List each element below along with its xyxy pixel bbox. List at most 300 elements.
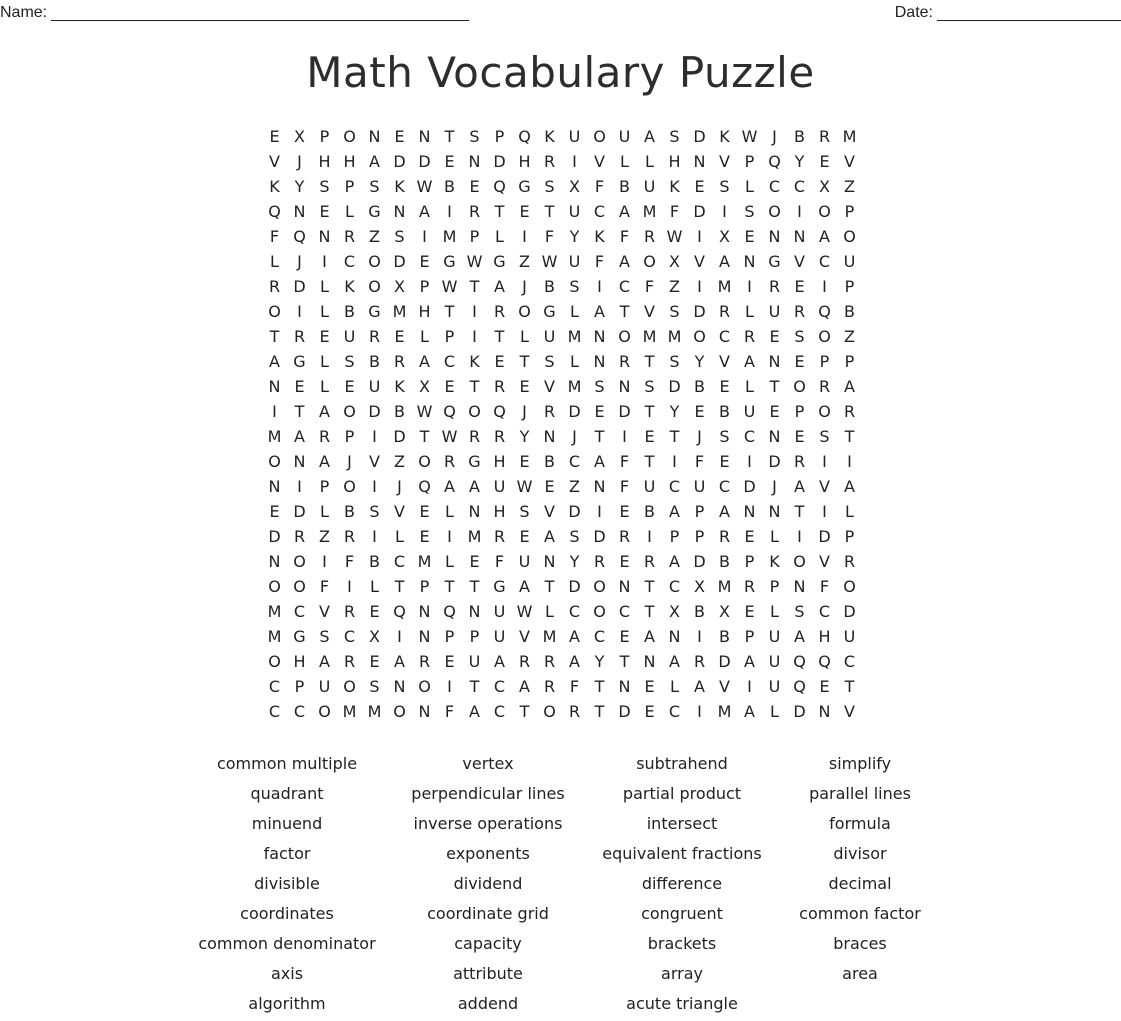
grid-letter[interactable]: H [668, 152, 681, 171]
grid-letter[interactable]: C [768, 177, 781, 196]
grid-letter[interactable]: D [843, 602, 856, 621]
grid-letter[interactable]: Y [519, 427, 530, 446]
grid-letter[interactable]: R [268, 277, 281, 296]
grid-letter[interactable]: S [344, 352, 355, 371]
grid-letter[interactable]: M [642, 327, 657, 346]
grid-letter[interactable]: N [593, 477, 606, 496]
grid-letter[interactable]: M [267, 427, 282, 446]
grid-letter[interactable]: G [493, 577, 506, 596]
grid-letter[interactable]: E [619, 502, 630, 521]
grid-letter[interactable]: K [594, 227, 605, 246]
grid-letter[interactable]: E [819, 152, 830, 171]
grid-letter[interactable]: J [522, 402, 527, 421]
grid-letter[interactable]: U [768, 302, 781, 321]
grid-letter[interactable]: S [394, 227, 405, 246]
grid-letter[interactable]: C [618, 602, 631, 621]
grid-letter[interactable]: J [772, 127, 777, 146]
grid-letter[interactable]: I [472, 302, 477, 321]
grid-letter[interactable]: D [693, 202, 706, 221]
grid-letter[interactable]: D [393, 152, 406, 171]
grid-letter[interactable]: Q [418, 477, 431, 496]
grid-letter[interactable]: I [822, 277, 827, 296]
grid-letter[interactable]: F [619, 477, 630, 496]
grid-letter[interactable]: C [668, 477, 681, 496]
grid-letter[interactable]: O [593, 602, 606, 621]
grid-letter[interactable]: W [666, 227, 683, 246]
grid-letter[interactable]: E [369, 602, 380, 621]
grid-letter[interactable]: N [418, 602, 431, 621]
grid-letter[interactable]: S [369, 177, 380, 196]
grid-letter[interactable]: L [320, 377, 329, 396]
grid-letter[interactable]: V [844, 152, 855, 171]
grid-letter[interactable]: R [543, 652, 556, 671]
grid-letter[interactable]: E [719, 377, 730, 396]
grid-letter[interactable]: I [522, 227, 527, 246]
grid-letter[interactable]: M [442, 227, 457, 246]
grid-letter[interactable]: O [343, 127, 356, 146]
grid-letter[interactable]: X [719, 602, 730, 621]
grid-letter[interactable]: R [393, 352, 406, 371]
grid-letter[interactable]: T [644, 602, 655, 621]
grid-letter[interactable]: Z [844, 327, 855, 346]
grid-letter[interactable]: T [594, 677, 605, 696]
grid-letter[interactable]: Z [519, 252, 530, 271]
grid-letter[interactable]: I [272, 402, 277, 421]
grid-letter[interactable]: N [793, 577, 806, 596]
grid-letter[interactable]: E [419, 502, 430, 521]
grid-letter[interactable]: T [669, 427, 680, 446]
grid-letter[interactable]: M [717, 277, 732, 296]
grid-letter[interactable]: P [844, 277, 855, 296]
grid-letter[interactable]: L [745, 302, 754, 321]
grid-letter[interactable]: N [818, 702, 831, 721]
grid-letter[interactable]: B [344, 502, 355, 521]
grid-letter[interactable]: B [444, 177, 455, 196]
grid-letter[interactable]: C [668, 577, 681, 596]
grid-letter[interactable]: D [293, 277, 306, 296]
grid-letter[interactable]: T [444, 127, 455, 146]
grid-letter[interactable]: T [419, 427, 430, 446]
grid-letter[interactable]: R [843, 552, 856, 571]
grid-letter[interactable]: N [318, 227, 331, 246]
grid-letter[interactable]: Y [794, 152, 805, 171]
grid-letter[interactable]: G [493, 252, 506, 271]
grid-letter[interactable]: S [369, 502, 380, 521]
grid-letter[interactable]: O [693, 327, 706, 346]
grid-letter[interactable]: Q [493, 177, 506, 196]
grid-letter[interactable]: M [417, 552, 432, 571]
grid-letter[interactable]: R [743, 327, 756, 346]
grid-letter[interactable]: R [593, 552, 606, 571]
grid-letter[interactable]: S [719, 177, 730, 196]
grid-letter[interactable]: R [493, 377, 506, 396]
grid-letter[interactable]: N [418, 127, 431, 146]
grid-letter[interactable]: O [268, 302, 281, 321]
grid-letter[interactable]: D [268, 527, 281, 546]
grid-letter[interactable]: L [745, 177, 754, 196]
grid-letter[interactable]: S [319, 177, 330, 196]
grid-letter[interactable]: S [669, 302, 680, 321]
grid-letter[interactable]: E [819, 677, 830, 696]
grid-letter[interactable]: Y [569, 227, 580, 246]
grid-letter[interactable]: A [669, 502, 680, 521]
grid-letter[interactable]: R [343, 652, 356, 671]
grid-letter[interactable]: I [322, 552, 327, 571]
grid-letter[interactable]: A [394, 652, 405, 671]
grid-letter[interactable]: T [294, 402, 305, 421]
grid-letter[interactable]: H [318, 152, 331, 171]
grid-letter[interactable]: W [516, 477, 533, 496]
grid-letter[interactable]: U [343, 327, 356, 346]
grid-letter[interactable]: N [468, 152, 481, 171]
grid-letter[interactable]: B [344, 302, 355, 321]
grid-letter[interactable]: G [293, 352, 306, 371]
grid-letter[interactable]: E [319, 202, 330, 221]
grid-letter[interactable]: C [593, 202, 606, 221]
grid-letter[interactable]: J [347, 452, 352, 471]
grid-letter[interactable]: T [794, 502, 805, 521]
grid-letter[interactable]: P [469, 627, 480, 646]
grid-letter[interactable]: Z [669, 277, 680, 296]
grid-letter[interactable]: D [593, 527, 606, 546]
grid-letter[interactable]: T [594, 427, 605, 446]
grid-letter[interactable]: N [618, 377, 631, 396]
grid-letter[interactable]: A [519, 577, 530, 596]
grid-letter[interactable]: B [719, 552, 730, 571]
grid-letter[interactable]: I [447, 677, 452, 696]
grid-letter[interactable]: W [741, 127, 758, 146]
grid-letter[interactable]: X [669, 252, 680, 271]
grid-letter[interactable]: S [369, 677, 380, 696]
grid-letter[interactable]: I [647, 527, 652, 546]
grid-letter[interactable]: K [344, 277, 355, 296]
grid-letter[interactable]: K [669, 177, 680, 196]
grid-letter[interactable]: N [768, 427, 781, 446]
grid-letter[interactable]: M [267, 602, 282, 621]
grid-letter[interactable]: Y [294, 177, 305, 196]
grid-letter[interactable]: E [519, 202, 530, 221]
grid-letter[interactable]: M [717, 702, 732, 721]
grid-letter[interactable]: V [319, 602, 330, 621]
grid-letter[interactable]: M [842, 127, 857, 146]
grid-letter[interactable]: L [770, 527, 779, 546]
grid-letter[interactable]: G [443, 252, 456, 271]
grid-letter[interactable]: R [293, 527, 306, 546]
grid-letter[interactable]: I [622, 427, 627, 446]
grid-letter[interactable]: D [693, 552, 706, 571]
grid-letter[interactable]: R [493, 302, 506, 321]
grid-letter[interactable]: V [369, 452, 380, 471]
grid-letter[interactable]: O [343, 402, 356, 421]
grid-letter[interactable]: N [593, 352, 606, 371]
grid-letter[interactable]: A [719, 252, 730, 271]
grid-letter[interactable]: L [645, 152, 654, 171]
grid-letter[interactable]: Q [493, 402, 506, 421]
grid-letter[interactable]: D [768, 452, 781, 471]
grid-letter[interactable]: M [567, 327, 582, 346]
grid-letter[interactable]: T [269, 327, 280, 346]
grid-letter[interactable]: B [694, 377, 705, 396]
grid-letter[interactable]: R [718, 302, 731, 321]
grid-letter[interactable]: F [494, 552, 505, 571]
grid-letter[interactable]: R [543, 152, 556, 171]
grid-letter[interactable]: I [422, 227, 427, 246]
grid-letter[interactable]: C [818, 252, 831, 271]
grid-letter[interactable]: C [743, 427, 756, 446]
grid-letter[interactable]: D [693, 127, 706, 146]
grid-letter[interactable]: H [493, 452, 506, 471]
grid-letter[interactable]: I [697, 277, 702, 296]
grid-letter[interactable]: C [343, 252, 356, 271]
grid-letter[interactable]: R [493, 427, 506, 446]
grid-letter[interactable]: P [844, 352, 855, 371]
grid-letter[interactable]: O [418, 452, 431, 471]
grid-letter[interactable]: C [443, 352, 456, 371]
grid-letter[interactable]: G [518, 177, 531, 196]
grid-letter[interactable]: P [844, 202, 855, 221]
grid-letter[interactable]: D [568, 502, 581, 521]
grid-letter[interactable]: S [669, 352, 680, 371]
grid-letter[interactable]: T [494, 327, 505, 346]
grid-letter[interactable]: Y [694, 352, 705, 371]
grid-letter[interactable]: E [769, 327, 780, 346]
grid-letter[interactable]: A [844, 477, 855, 496]
grid-letter[interactable]: T [519, 352, 530, 371]
grid-letter[interactable]: V [544, 377, 555, 396]
grid-letter[interactable]: P [744, 152, 755, 171]
grid-letter[interactable]: I [297, 477, 302, 496]
grid-letter[interactable]: T [594, 702, 605, 721]
grid-letter[interactable]: F [569, 677, 580, 696]
grid-letter[interactable]: S [319, 627, 330, 646]
grid-letter[interactable]: A [469, 477, 480, 496]
grid-letter[interactable]: X [369, 627, 380, 646]
grid-letter[interactable]: J [297, 252, 302, 271]
grid-letter[interactable]: F [269, 227, 280, 246]
grid-letter[interactable]: E [269, 502, 280, 521]
grid-letter[interactable]: O [293, 552, 306, 571]
grid-letter[interactable]: S [744, 202, 755, 221]
grid-letter[interactable]: B [394, 402, 405, 421]
grid-letter[interactable]: R [418, 652, 431, 671]
grid-letter[interactable]: T [469, 677, 480, 696]
grid-letter[interactable]: I [822, 502, 827, 521]
grid-letter[interactable]: A [319, 452, 330, 471]
grid-letter[interactable]: I [847, 452, 852, 471]
grid-letter[interactable]: A [594, 452, 605, 471]
grid-letter[interactable]: H [518, 152, 531, 171]
grid-letter[interactable]: N [593, 327, 606, 346]
grid-letter[interactable]: B [719, 627, 730, 646]
grid-letter[interactable]: I [372, 527, 377, 546]
grid-letter[interactable]: N [418, 702, 431, 721]
grid-letter[interactable]: V [819, 477, 830, 496]
grid-letter[interactable]: I [747, 452, 752, 471]
grid-letter[interactable]: U [318, 677, 331, 696]
grid-letter[interactable]: N [643, 652, 656, 671]
grid-letter[interactable]: R [818, 377, 831, 396]
grid-letter[interactable]: Z [319, 527, 330, 546]
grid-letter[interactable]: Q [443, 602, 456, 621]
grid-letter[interactable]: V [844, 702, 855, 721]
grid-letter[interactable]: O [368, 277, 381, 296]
grid-letter[interactable]: Q [768, 152, 781, 171]
grid-letter[interactable]: U [643, 177, 656, 196]
grid-letter[interactable]: S [469, 127, 480, 146]
grid-letter[interactable]: O [818, 202, 831, 221]
name-blank-line[interactable] [51, 4, 469, 21]
grid-letter[interactable]: Q [393, 602, 406, 621]
grid-letter[interactable]: I [447, 527, 452, 546]
grid-letter[interactable]: O [593, 577, 606, 596]
grid-letter[interactable]: S [544, 352, 555, 371]
grid-letter[interactable]: K [544, 127, 555, 146]
grid-letter[interactable]: F [619, 227, 630, 246]
grid-letter[interactable]: N [743, 502, 756, 521]
grid-letter[interactable]: L [320, 277, 329, 296]
grid-letter[interactable]: N [468, 502, 481, 521]
grid-letter[interactable]: A [419, 202, 430, 221]
grid-letter[interactable]: P [844, 527, 855, 546]
grid-letter[interactable]: D [368, 402, 381, 421]
grid-letter[interactable]: B [644, 502, 655, 521]
grid-letter[interactable]: Y [569, 552, 580, 571]
grid-letter[interactable]: T [394, 577, 405, 596]
grid-letter[interactable]: U [368, 377, 381, 396]
grid-letter[interactable]: Q [818, 302, 831, 321]
grid-letter[interactable]: W [516, 602, 533, 621]
grid-letter[interactable]: D [393, 427, 406, 446]
grid-letter[interactable]: T [619, 302, 630, 321]
grid-letter[interactable]: L [445, 552, 454, 571]
grid-letter[interactable]: V [819, 552, 830, 571]
grid-letter[interactable]: E [719, 452, 730, 471]
grid-letter[interactable]: F [644, 277, 655, 296]
grid-letter[interactable]: J [297, 152, 302, 171]
grid-letter[interactable]: I [322, 252, 327, 271]
grid-letter[interactable]: A [494, 652, 505, 671]
grid-letter[interactable]: Z [844, 177, 855, 196]
grid-letter[interactable]: L [320, 502, 329, 521]
grid-letter[interactable]: A [594, 302, 605, 321]
grid-letter[interactable]: P [794, 402, 805, 421]
grid-letter[interactable]: E [794, 427, 805, 446]
grid-letter[interactable]: F [594, 252, 605, 271]
grid-letter[interactable]: C [718, 327, 731, 346]
grid-letter[interactable]: K [394, 377, 405, 396]
grid-letter[interactable]: F [594, 177, 605, 196]
grid-letter[interactable]: R [568, 702, 581, 721]
grid-letter[interactable]: T [844, 677, 855, 696]
grid-letter[interactable]: A [269, 352, 280, 371]
grid-letter[interactable]: R [343, 227, 356, 246]
grid-letter[interactable]: O [418, 677, 431, 696]
grid-letter[interactable]: V [594, 152, 605, 171]
grid-letter[interactable]: U [843, 252, 856, 271]
grid-letter[interactable]: L [270, 252, 279, 271]
grid-letter[interactable]: E [694, 177, 705, 196]
grid-letter[interactable]: D [418, 152, 431, 171]
grid-letter[interactable]: H [293, 652, 306, 671]
grid-letter[interactable]: K [719, 127, 730, 146]
grid-letter[interactable]: B [844, 302, 855, 321]
grid-letter[interactable]: M [642, 202, 657, 221]
grid-letter[interactable]: I [797, 202, 802, 221]
grid-letter[interactable]: M [467, 527, 482, 546]
grid-letter[interactable]: M [717, 577, 732, 596]
grid-letter[interactable]: R [443, 452, 456, 471]
grid-letter[interactable]: F [544, 227, 555, 246]
grid-letter[interactable]: I [747, 677, 752, 696]
grid-letter[interactable]: D [793, 702, 806, 721]
grid-letter[interactable]: S [544, 177, 555, 196]
grid-letter[interactable]: R [718, 527, 731, 546]
grid-letter[interactable]: M [342, 702, 357, 721]
grid-letter[interactable]: E [519, 377, 530, 396]
grid-letter[interactable]: I [447, 202, 452, 221]
grid-letter[interactable]: E [294, 377, 305, 396]
grid-letter[interactable]: J [522, 277, 527, 296]
grid-letter[interactable]: S [644, 377, 655, 396]
grid-letter[interactable]: L [570, 302, 579, 321]
grid-letter[interactable]: D [493, 152, 506, 171]
grid-letter[interactable]: N [743, 252, 756, 271]
grid-letter[interactable]: I [372, 427, 377, 446]
grid-letter[interactable]: W [441, 427, 458, 446]
grid-letter[interactable]: R [343, 527, 356, 546]
grid-letter[interactable]: O [818, 402, 831, 421]
grid-letter[interactable]: D [718, 652, 731, 671]
grid-letter[interactable]: E [519, 527, 530, 546]
grid-letter[interactable]: Q [793, 652, 806, 671]
grid-letter[interactable]: R [368, 327, 381, 346]
grid-letter[interactable]: E [444, 152, 455, 171]
grid-letter[interactable]: L [420, 327, 429, 346]
grid-letter[interactable]: N [268, 477, 281, 496]
grid-letter[interactable]: U [618, 127, 631, 146]
grid-letter[interactable]: V [794, 252, 805, 271]
grid-letter[interactable]: O [818, 327, 831, 346]
grid-letter[interactable]: P [294, 677, 305, 696]
grid-letter[interactable]: C [393, 552, 406, 571]
grid-letter[interactable]: A [619, 202, 630, 221]
grid-letter[interactable]: Q [443, 402, 456, 421]
grid-letter[interactable]: T [444, 302, 455, 321]
grid-letter[interactable]: V [719, 152, 730, 171]
grid-letter[interactable]: V [269, 152, 280, 171]
grid-letter[interactable]: T [469, 277, 480, 296]
grid-letter[interactable]: U [493, 602, 506, 621]
grid-letter[interactable]: O [368, 252, 381, 271]
grid-letter[interactable]: R [768, 277, 781, 296]
grid-letter[interactable]: O [643, 252, 656, 271]
grid-letter[interactable]: L [770, 602, 779, 621]
grid-letter[interactable]: B [719, 402, 730, 421]
grid-letter[interactable]: L [770, 702, 779, 721]
grid-letter[interactable]: I [347, 577, 352, 596]
grid-letter[interactable]: V [544, 502, 555, 521]
grid-letter[interactable]: A [569, 627, 580, 646]
grid-letter[interactable]: D [618, 402, 631, 421]
grid-letter[interactable]: E [544, 477, 555, 496]
grid-letter[interactable]: M [267, 627, 282, 646]
grid-letter[interactable]: N [693, 152, 706, 171]
grid-letter[interactable]: A [794, 627, 805, 646]
grid-letter[interactable]: E [469, 552, 480, 571]
grid-letter[interactable]: U [568, 252, 581, 271]
grid-letter[interactable]: V [394, 502, 405, 521]
grid-letter[interactable]: C [593, 627, 606, 646]
